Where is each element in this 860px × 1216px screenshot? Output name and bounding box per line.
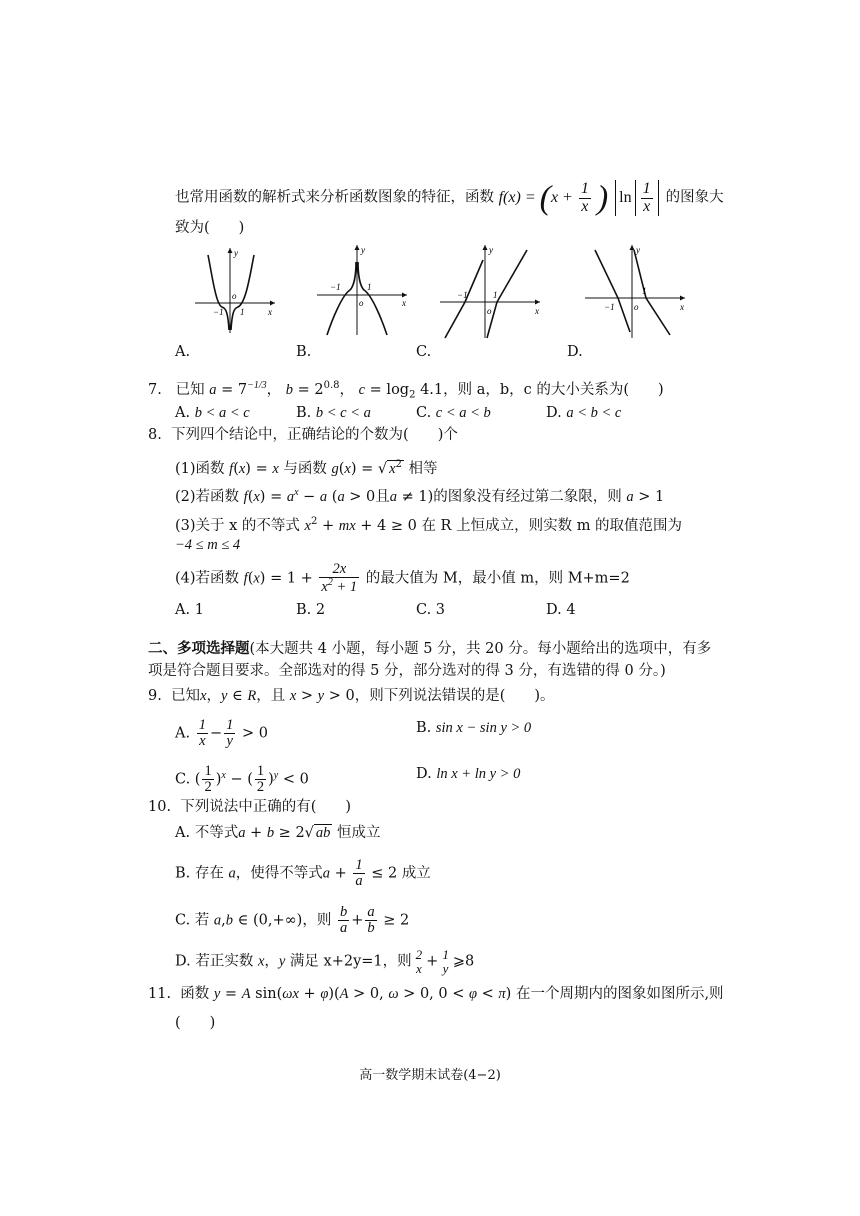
- graph-a: [190, 245, 280, 335]
- q6-label-d: D.: [567, 344, 583, 360]
- q8-statement-3-range: −4 ≤ m ≤ 4: [175, 537, 241, 553]
- svg-text:1: 1: [367, 282, 372, 292]
- q6-func: f(x) = (x + $\frac{1}{x}$ ) ln $\frac{1}{x}$: [499, 189, 666, 206]
- svg-text:−1: −1: [457, 290, 468, 300]
- q6-line2: 致为( ): [175, 220, 245, 236]
- svg-text:y: y: [489, 245, 493, 255]
- svg-text:x: x: [268, 307, 272, 317]
- q10-option-a[interactable]: A. 不等式a + b ≥ 2√ ab 恒成立: [175, 825, 381, 841]
- q8-statement-4: (4)若函数 f(x) = 1 + $\frac{2x}{x^2 + 1}$ 的最大值为 M，最小值 m，则 M+m=2: [175, 561, 630, 596]
- q9-option-a[interactable]: A. $\frac{1}{x}$ − $\frac{1}{y}$ > 0: [175, 717, 268, 750]
- q7-option-d[interactable]: D. a < b < c: [546, 405, 622, 421]
- q6-label-b: B.: [296, 344, 312, 360]
- svg-text:−1: −1: [604, 302, 615, 312]
- svg-text:x: x: [535, 306, 539, 316]
- svg-text:o: o: [359, 298, 364, 308]
- q10-option-d[interactable]: D. 若正实数 x，y 满足 x+2y=1，则 2 x + 1 y ⩾8: [175, 947, 475, 976]
- graph-b: [312, 240, 412, 340]
- q10-option-b[interactable]: B. 存在 a，使得不等式a + $\frac{1}{a}$ ≤ 2 成立: [175, 857, 431, 890]
- graph-c: [435, 240, 545, 340]
- q11-stem: 11. 函数 y = A sin(ωx + φ)(A > 0, ω > 0, 0 < φ < π) 在一个周期内的图象如图所示,则: [148, 986, 724, 1002]
- q11-line2: ( ): [175, 1015, 216, 1031]
- q8-option-d[interactable]: D. 4: [546, 602, 576, 618]
- svg-text:1: 1: [240, 307, 245, 317]
- svg-text:x: x: [402, 298, 406, 308]
- q9-option-c[interactable]: C. ( $\frac{1}{2}$ )$^x$ − ( $\frac{1}{2}$ )$^y$ < 0: [175, 763, 309, 796]
- page-footer: 高一数学期末试卷(4−2): [359, 1068, 501, 1083]
- svg-text:1: 1: [493, 290, 498, 300]
- q8-option-c[interactable]: C. 3: [416, 602, 446, 618]
- svg-text:1: 1: [642, 286, 647, 296]
- q7-stem: 7. 已知 $a = 7^{-1/3}$， $b = 2^{0.8}$， $c = \log_2 4.1$，则 a，b，c 的大小关系为( ): [148, 380, 664, 401]
- q7-option-a[interactable]: A. b < a < c: [175, 405, 250, 421]
- q6-line1: 也常用函数的解析式来分析函数图象的特征，函数 f(x) = (x + $\frac{1}{x}$ ) ln $\frac{1}{x}$ 的图象大: [175, 179, 724, 216]
- svg-text:−1: −1: [213, 307, 224, 317]
- q8-statement-2: (2)若函数 $f(x) = a^x - a$ (a > 0且a ≠ 1)的图象没有经过第二象限，则 a > 1: [175, 487, 665, 505]
- svg-text:y: y: [361, 245, 365, 255]
- q8-statement-1: (1)函数 f(x) = x 与函数 g(x) = √ $x^2$ 相等: [175, 459, 438, 477]
- q9-option-d[interactable]: D. ln x + ln y > 0: [416, 766, 521, 782]
- q8-option-a[interactable]: A. 1: [175, 602, 204, 618]
- q8-option-b[interactable]: B. 2: [296, 602, 326, 618]
- svg-text:x: x: [680, 302, 684, 312]
- q8-statement-3: (3)关于 x 的不等式 $x^2$ + mx + 4 ≥ 0 在 R 上恒成立，则实数 m 的取值范围为: [175, 516, 683, 534]
- graph-d: [580, 240, 690, 340]
- svg-text:o: o: [487, 306, 492, 316]
- svg-text:o: o: [232, 291, 237, 301]
- section2-desc: 项是符合题目要求。全部选对的得 5 分，部分选对的得 3 分，有选错的得 0 分。): [148, 663, 666, 679]
- svg-text:y: y: [636, 245, 640, 255]
- q6-label-a: A.: [175, 344, 191, 360]
- q10-option-c[interactable]: C. 若 a,b ∈ (0,+∞)，则 $\frac{b}{a}$ + $\frac{a}{b}$ ≥ 2: [175, 904, 410, 937]
- svg-text:o: o: [634, 302, 639, 312]
- q9-stem: 9. 已知x，y ∈ R，且 x > y > 0，则下列说法错误的是( )。: [148, 688, 555, 704]
- section2-header: 二、多项选择题(本大题共 4 小题，每小题 5 分，共 20 分。每小题给出的选项中，有多: [148, 641, 712, 657]
- q10-stem: 10. 下列说法中正确的有( ): [148, 799, 352, 815]
- q9-option-b[interactable]: B. sin x − sin y > 0: [416, 720, 532, 736]
- q8-stem: 8. 下列四个结论中，正确结论的个数为( )个: [148, 427, 458, 443]
- q7-option-c[interactable]: C. c < a < b: [416, 405, 491, 421]
- svg-text:y: y: [234, 248, 238, 258]
- q6-label-c: C.: [416, 344, 432, 360]
- svg-text:−1: −1: [330, 282, 341, 292]
- q7-option-b[interactable]: B. b < c < a: [296, 405, 371, 421]
